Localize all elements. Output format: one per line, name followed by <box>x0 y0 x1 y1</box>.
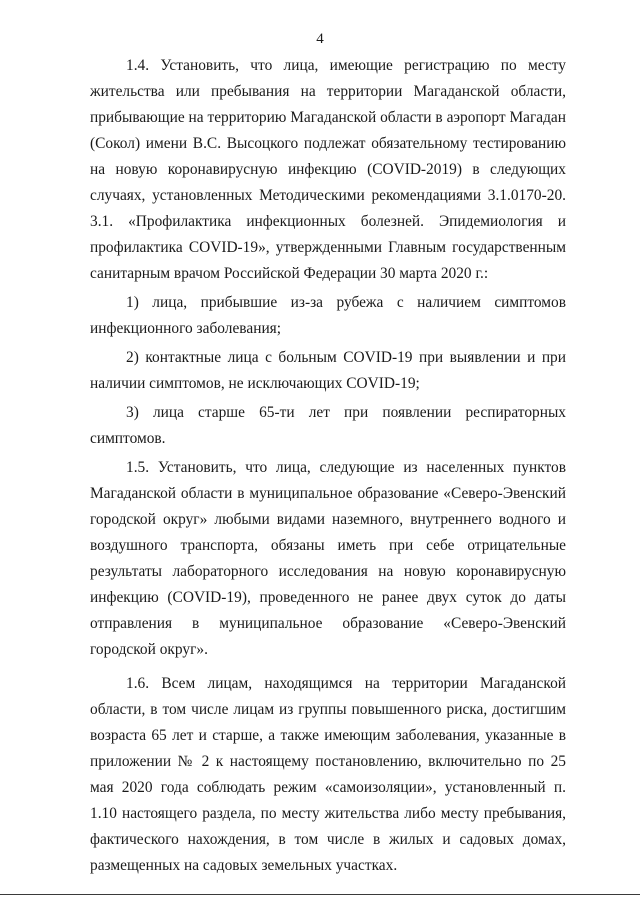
paragraph-1-4-item-3: 3) лица старше 65-ти лет при появлении респираторных симптомов. <box>90 404 566 447</box>
scan-bottom-edge <box>0 894 640 895</box>
page-number: 4 <box>316 31 324 47</box>
document-body <box>90 53 566 879</box>
paragraph-1-5: 1.5. Установить, что лица, следующие из населенных пунктов Магаданской области в муниципальное образование «Северо-Эвенский городской округ» любыми видами наземного, внутреннего водного и воздушного транспорта, обязаны иметь при себе отрицательные результаты лабораторного исследования на новую коронавирусную инфекцию (COVID-19), проведенного не ранее двух суток до даты отправления в муниципальное образование «Северо-Эвенский городской округ». <box>90 459 566 658</box>
paragraph-1-4-item-2: 2) контактные лица с больным COVID-19 при выявлении и при наличии симптомов, не исключающих COVID-19; <box>90 349 566 392</box>
paragraph-1-4: 1.4. Установить, что лица, имеющие регистрацию по месту жительства или пребывания на территории Магаданской области, прибывающие на территорию Магаданской области в аэропорт Магадан (Сокол) имени В.С. Высоцкого подлежат обязательному тестированию на новую коронавирусную инфекцию (COVID-2019) в следующих случаях, установленных Методическими рекомендациями 3.1.0170-20. 3.1. «Профилактика инфекционных болезней. Эпидемиология и профилактика COVID-19», утвержденными Главным государственным санитарным врачом Российской Федерации 30 марта 2020 г.: <box>90 57 566 282</box>
paragraph-1-4-item-1: 1) лица, прибывшие из-за рубежа с наличием симптомов инфекционного заболевания; <box>90 294 566 337</box>
paragraph-1-6: 1.6. Всем лицам, находящимся на территории Магаданской области, в том числе лицам из группы повышенного риска, достигшим возраста 65 лет и старше, а также имеющим заболевания, указанные в приложении № 2 к настоящему постановлению, включительно по 25 мая 2020 года соблюдать режим «самоизоляции», установленный п. 1.10 настоящего раздела, по месту жительства либо месту пребывания, фактического нахождения, в том числе в жилых и садовых домах, размещенных на садовых земельных участках. <box>90 675 566 874</box>
